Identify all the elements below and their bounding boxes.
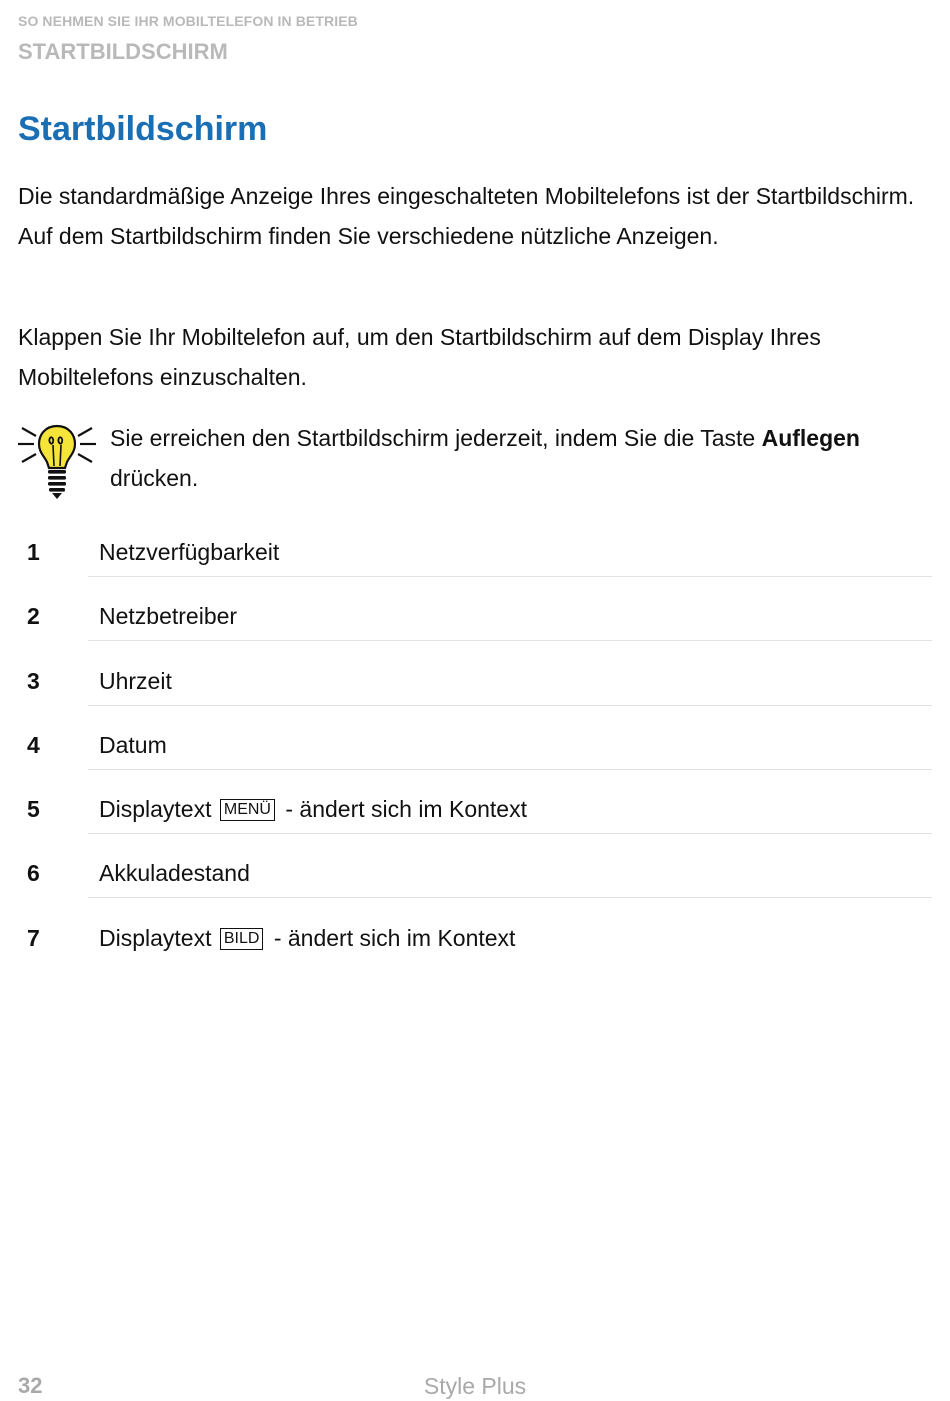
legend-number: 6 bbox=[27, 860, 40, 887]
tip-text bbox=[110, 418, 940, 498]
tip-text-before: Sie erreichen den Startbildschirm jederzeit, indem Sie die Taste bbox=[110, 425, 762, 451]
divider bbox=[88, 897, 932, 898]
tip-box bbox=[18, 418, 938, 502]
page-number: 32 bbox=[18, 1373, 43, 1398]
legend-label-with-softkey bbox=[99, 796, 527, 823]
divider bbox=[88, 640, 932, 641]
running-header-subsection: STARTBILDSCHIRM bbox=[18, 39, 228, 64]
legend-label-text: Displaytext bbox=[99, 924, 212, 951]
divider bbox=[88, 576, 932, 577]
lightbulb-icon bbox=[18, 420, 96, 500]
legend-item bbox=[0, 911, 950, 975]
legend-item bbox=[0, 654, 950, 718]
intro-paragraph: Die standardmäßige Anzeige Ihres eingeschalteten Mobiltelefons ist der Startbildschirm. Auf dem Startbildschirm finden Sie verschiedene nützliche Anzeigen. bbox=[18, 183, 915, 249]
softkey-bild-label: BILD bbox=[220, 928, 264, 950]
legend-item bbox=[0, 718, 950, 782]
legend-item bbox=[0, 846, 950, 910]
legend-number: 2 bbox=[27, 603, 40, 630]
legend-label-text: Displaytext bbox=[99, 796, 212, 823]
legend-label: Netzbetreiber bbox=[99, 603, 238, 630]
legend-item bbox=[0, 525, 950, 589]
page-title: Startbildschirm bbox=[18, 110, 268, 148]
legend-label-with-softkey bbox=[99, 925, 515, 952]
divider bbox=[88, 769, 932, 770]
legend-label: Akkuladestand bbox=[99, 860, 250, 887]
legend-item bbox=[0, 589, 950, 653]
legend-label-suffix: - ändert sich im Kontext bbox=[267, 924, 516, 951]
divider bbox=[88, 833, 932, 834]
legend-label-suffix: - ändert sich im Kontext bbox=[278, 796, 527, 823]
legend-label: Datum bbox=[99, 731, 167, 758]
legend-number: 1 bbox=[27, 539, 40, 565]
footer-product-name: Style Plus bbox=[423, 1373, 527, 1399]
legend-list bbox=[0, 525, 950, 975]
legend-number: 5 bbox=[27, 796, 40, 823]
legend-number: 4 bbox=[27, 731, 40, 758]
running-header-section: SO NEHMEN SIE IHR MOBILTELEFON IN BETRIEB bbox=[18, 13, 358, 29]
legend-number: 7 bbox=[27, 924, 40, 951]
tip-key-name: Auflegen bbox=[761, 425, 860, 451]
divider bbox=[88, 705, 932, 706]
softkey-menu-label: MENÜ bbox=[220, 799, 275, 821]
instruction-paragraph: Klappen Sie Ihr Mobiltelefon auf, um den Startbildschirm auf dem Display Ihres Mobiltelefons einzuschalten. bbox=[18, 324, 821, 390]
legend-item bbox=[0, 782, 950, 846]
legend-label: Netzverfügbarkeit bbox=[99, 539, 280, 565]
tip-text-after: drücken. bbox=[110, 465, 199, 491]
legend-label: Uhrzeit bbox=[99, 667, 172, 694]
legend-number: 3 bbox=[27, 667, 40, 694]
